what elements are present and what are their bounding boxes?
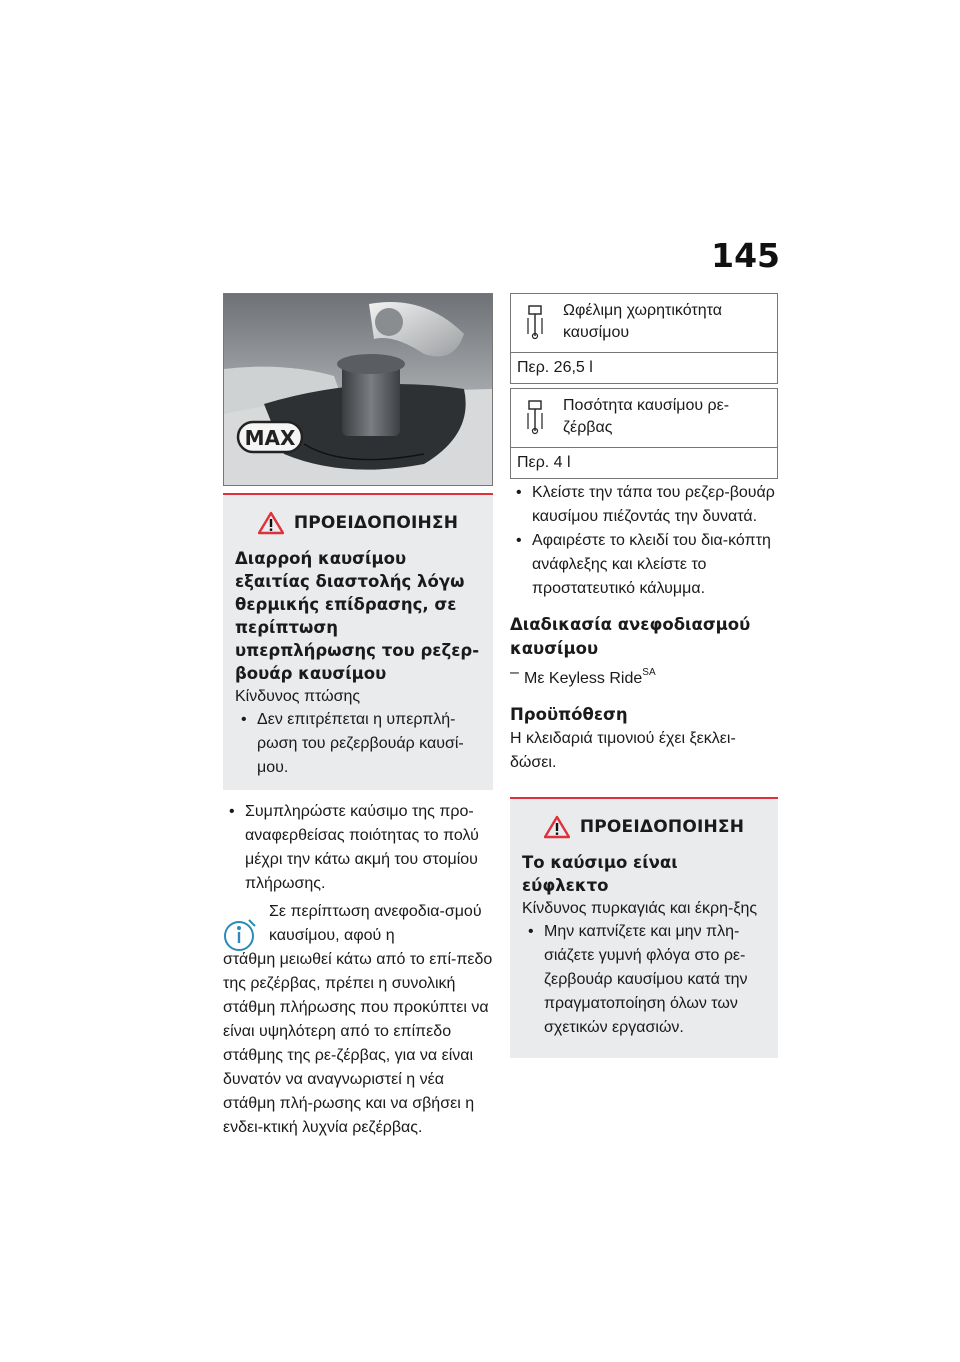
spec-value: Περ. 4 l	[511, 448, 778, 479]
note-rest: στάθμη μειωθεί κάτω από το επί-πεδο της ρεζέρβας, πρέπει η συνολική στάθμη πλήρωσης που προκύπτει να είναι υψηλότερη από το επίπεδο στάθμης της ρε-ζέρβας, για να είναι δυνατόν να αναγνωριστεί η νέα στάθμη πλή-ρωσης και να σβήσει η ενδει-κτική λυχνία ρεζέρβας.	[223, 951, 493, 1136]
warning-title: ΠΡΟΕΙΔΟΠΟΙΗΣΗ	[579, 817, 745, 837]
warning-heading: Διαρροή καυσίμου εξαιτίας διαστολής λόγω θερμικής επίδρασης, σε περίπτωση υπερπλήρωσης του ρεζερ-βουάρ καυσίμου	[235, 549, 480, 683]
spec-reserve-quantity	[510, 388, 778, 479]
remove-key-step: • Αφαιρέστε το κλειδί του δια-κόπτη ανάφλεξης και κλείστε το προστατευτικό κάλυμμα.	[510, 529, 778, 601]
close-cap-step: • Κλείστε την τάπα του ρεζερ-βουάρ καυσίμου πιέζοντάς την δυνατά.	[510, 481, 778, 529]
fuel-tank-spec-icon	[525, 304, 547, 340]
note-first-line: Σε περίπτωση ανεφοδια-σμού καυσίμου, αφού η	[269, 903, 482, 944]
spec-usable-capacity	[510, 293, 778, 384]
warning-bullet: • Δεν επιτρέπεται η υπερπλή-ρωση του ρεζερβουάρ καυσί-μου.	[235, 708, 481, 780]
spec-label: Ωφέλιμη χωρητικότητα καυσίμου	[563, 302, 722, 341]
spec-label-cell	[511, 294, 778, 353]
warning-subheading: Κίνδυνος πυρκαγιάς και έκρη-ξης	[522, 900, 758, 917]
warning-triangle-icon	[544, 815, 570, 839]
warning-box-overfill	[223, 493, 493, 790]
fill-instruction: • Συμπληρώστε καύσιμο της προ-αναφερθείσας ποιότητας το πολύ μέχρι την κάτω ακμή του στομίου πλήρωσης.	[223, 800, 493, 896]
spec-label: Ποσότητα καυσίμου ρε-ζέρβας	[563, 397, 730, 436]
warning-header	[235, 511, 481, 535]
warning-bullet: • Μην καπνίζετε και μην πλη-σιάζετε γυμνή φλόγα στο ρε-ζερβουάρ καυσίμου κατά την πραγματοποίηση όλων των σχετικών εργασιών.	[522, 920, 766, 1040]
right-column	[510, 293, 778, 1058]
reserve-note	[223, 900, 493, 1140]
max-label: MAX	[244, 426, 296, 450]
spec-value: Περ. 26,5 l	[511, 353, 778, 384]
warning-header	[522, 815, 766, 839]
prerequisite-text: Η κλειδαριά τιμονιού έχει ξεκλει-δώσει.	[510, 730, 736, 771]
option-sup: SA	[642, 667, 656, 678]
left-column	[223, 293, 493, 1140]
info-note-icon	[223, 916, 259, 952]
prerequisite-title: Προϋπόθεση	[510, 705, 628, 724]
fuel-filler-figure	[223, 293, 493, 486]
warning-title: ΠΡΟΕΙΔΟΠΟΙΗΣΗ	[293, 513, 459, 533]
warning-heading: Το καύσιμο είναι εύφλεκτο	[522, 853, 678, 895]
keyless-ride-text: Με Keyless Ride	[524, 670, 643, 687]
spec-label-cell	[511, 389, 778, 448]
procedure-title: Διαδικασία ανεφοδιασμού καυσίμου	[510, 615, 751, 658]
fuel-filler-illustration	[224, 294, 493, 486]
warning-subheading: Κίνδυνος πτώσης	[235, 688, 361, 705]
fuel-tank-spec-icon	[525, 399, 547, 435]
warning-triangle-icon	[258, 511, 284, 535]
page-number: 145	[711, 236, 780, 275]
keyless-ride-item	[510, 661, 778, 691]
warning-box-flammable	[510, 797, 778, 1058]
